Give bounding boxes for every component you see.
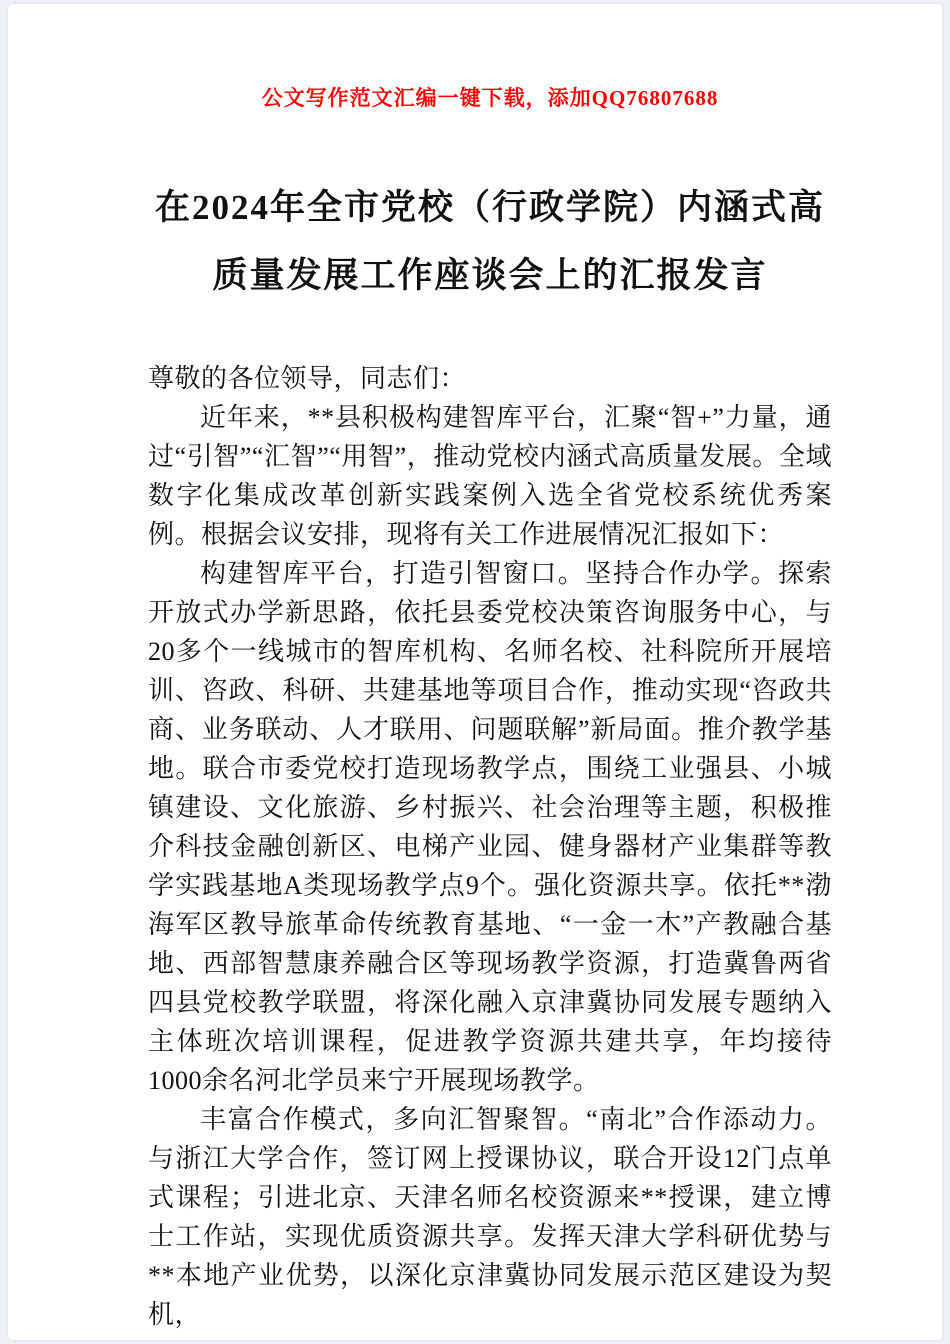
title-line-2: 质量发展工作座谈会上的汇报发言 (212, 256, 768, 296)
paragraph-3: 丰富合作模式，多向汇智聚智。“南北”合作添动力。与浙江大学合作，签订网上授课协议，联合开设12门点单式课程；引进北京、天津名师名校资源来**授课，建立博士工作站，实现优质资源共享。发挥天津大学科研优势与**本地产业优势，以深化京津冀协同发展示范区建设为契机， (148, 1104, 832, 1329)
document-page (8, 4, 942, 1340)
salutation: 尊敬的各位领导，同志们： (148, 363, 467, 393)
document-title (148, 174, 832, 311)
paragraph-2: 构建智库平台，打造引智窗口。坚持合作办学。探索开放式办学新思路，依托县委党校决策咨询服务中心，与20多个一线城市的智库机构、名师名校、社科院所开展培训、咨政、科研、共建基地等项目合作，推动实现“咨政共商、业务联动、人才联用、问题联解”新局面。推介教学基地。联合市委党校打造现场教学点，围绕工业强县、小城镇建设、文化旅游、乡村振兴、社会治理等主题，积极推介科技金融创新区、电梯产业园、健身器材产业集群等教学实践基地A类现场教学点9个。强化资源共享。依托**渤海军区教导旅革命传统教育基地、“一金一木”产教融合基地、西部智慧康养融合区等现场教学资源，打造冀鲁两省四县党校教学联盟，将深化融入京津冀协同发展专题纳入主体班次培训课程，促进教学资源共建共享，年均接待1000余名河北学员来宁开展现场教学。 (148, 558, 832, 1095)
title-line-1: 在2024年全市党校（行政学院）内涵式高 (154, 188, 825, 227)
header-ad-notice: 公文写作范文汇编一键下载，添加QQ76807688 (261, 86, 719, 110)
paragraph-1: 近年来，**县积极构建智库平台，汇聚“智+”力量，通过“引智”“汇智”“用智”，推动党校内涵式高质量发展。全域数字化集成改革创新实践案例入选全省党校系统优秀案例。根据会议安排，现将有关工作进展情况汇报如下： (148, 402, 832, 549)
document-body (148, 359, 832, 1334)
